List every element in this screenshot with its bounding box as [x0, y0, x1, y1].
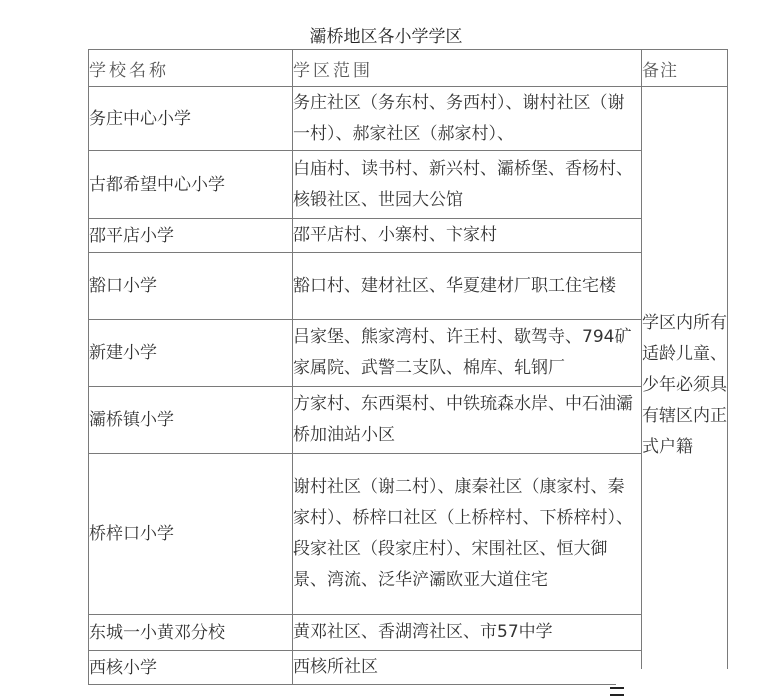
table-row [89, 615, 728, 651]
table-row [89, 320, 728, 387]
header-note: 备注 [642, 50, 728, 87]
page-title: 灞桥地区各小学学区 [309, 27, 463, 47]
district-range: 邵平店村、小寨村、卞家村 [293, 219, 642, 253]
school-name: 西核小学 [89, 651, 293, 685]
table-row [89, 253, 728, 320]
district-range: 务庄社区（务东村、务西村）、谢村社区（谢一村）、郝家社区（郝家村）、 [293, 87, 642, 151]
school-name: 桥梓口小学 [89, 454, 293, 615]
table-header-row [89, 50, 728, 87]
school-name: 邵平店小学 [89, 219, 293, 253]
corner-mark-top [610, 687, 624, 689]
district-range: 方家村、东西渠村、中铁琉森水岸、中石油灞桥加油站小区 [293, 387, 642, 454]
header-school: 学校名称 [89, 50, 293, 87]
header-range: 学区范围 [293, 50, 642, 87]
table-row [89, 87, 728, 151]
table-row [89, 454, 728, 615]
table-row [89, 219, 728, 253]
school-name: 务庄中心小学 [89, 87, 293, 151]
district-range: 黄邓社区、香湖湾社区、市57中学 [293, 615, 642, 651]
school-name: 灞桥镇小学 [89, 387, 293, 454]
district-range: 西核所社区 [293, 651, 642, 685]
district-range: 吕家堡、熊家湾村、许王村、歇驾寺、794矿家属院、武警二支队、棉库、轧钢厂 [293, 320, 642, 387]
district-range: 谢村社区（谢二村）、康秦社区（康家村、秦家村）、桥梓口社区（上桥梓村、下桥梓村）、段家社区（段家庄村）、宋围社区、恒大御景、湾流、泛华浐灞欧亚大道住宅 [293, 454, 642, 615]
school-name: 东城一小黄邓分校 [89, 615, 293, 651]
district-range: 豁口村、建材社区、华夏建材厂职工住宅楼 [293, 253, 642, 320]
note-cell: 学区内所有适龄儿童、少年必须具有辖区内正式户籍 [642, 87, 728, 685]
school-name: 古都希望中心小学 [89, 151, 293, 219]
school-name: 豁口小学 [89, 253, 293, 320]
table-row [89, 151, 728, 219]
corner-mark-bottom [610, 694, 624, 696]
school-district-table [88, 49, 728, 685]
table-row [89, 387, 728, 454]
district-range: 白庙村、读书村、新兴村、灞桥堡、香杨村、核锻社区、世园大公馆 [293, 151, 642, 219]
corner-overlay [616, 669, 772, 699]
school-name: 新建小学 [89, 320, 293, 387]
